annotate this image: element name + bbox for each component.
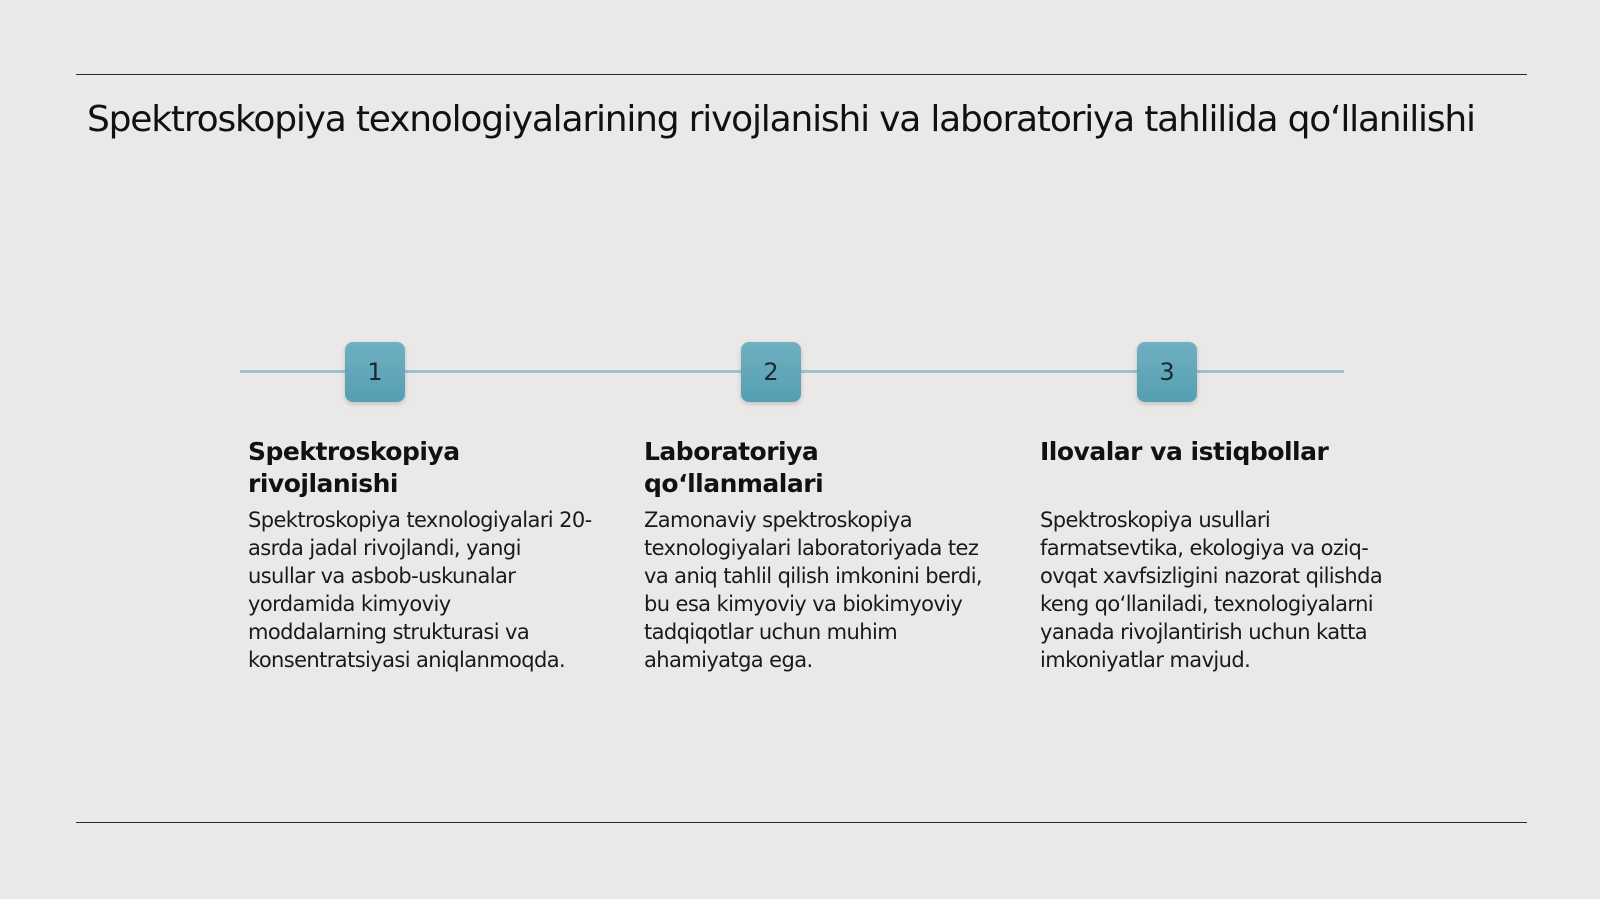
- step-2-number-box: 2: [741, 342, 801, 402]
- step-2-text: [644, 436, 989, 674]
- slide-title: Spektroskopiya texnologiyalarining rivojlanishi va laboratoriya tahlilida qo‘llanilishi: [87, 99, 1475, 140]
- step-1-text: [248, 436, 593, 674]
- step-3-body: Spektroskopiya usullari farmatsevtika, ekologiya va oziq-ovqat xavfsizligini nazorat qilishda keng qo‘llaniladi, texnologiyalarni yanada rivojlantirish uchun katta imkoniyatlar mavjud.: [1040, 508, 1383, 672]
- step-3-heading: Ilovalar va istiqbollar: [1040, 437, 1329, 466]
- bottom-divider: [76, 822, 1527, 823]
- step-3-number-box: 3: [1137, 342, 1197, 402]
- step-3-text: [1040, 436, 1385, 674]
- step-2-heading: Laboratoriya qo‘llanmalari: [644, 437, 824, 498]
- step-1-heading: Spektroskopiya rivojlanishi: [248, 437, 460, 498]
- step-2-body: Zamonaviy spektroskopiya texnologiyalari laboratoriyada tez va aniq tahlil qilish imkonini berdi, bu esa kimyoviy va biokimyoviy tadqiqotlar uchun muhim ahamiyatga ega.: [644, 508, 983, 672]
- step-1-number-box: 1: [345, 342, 405, 402]
- step-1-body: Spektroskopiya texnologiyalari 20-asrda jadal rivojlandi, yangi usullar va asbob-uskunalar yordamida kimyoviy moddalarning strukturasi va konsentratsiyasi aniqlanmoqda.: [248, 508, 592, 672]
- top-divider: [76, 74, 1527, 75]
